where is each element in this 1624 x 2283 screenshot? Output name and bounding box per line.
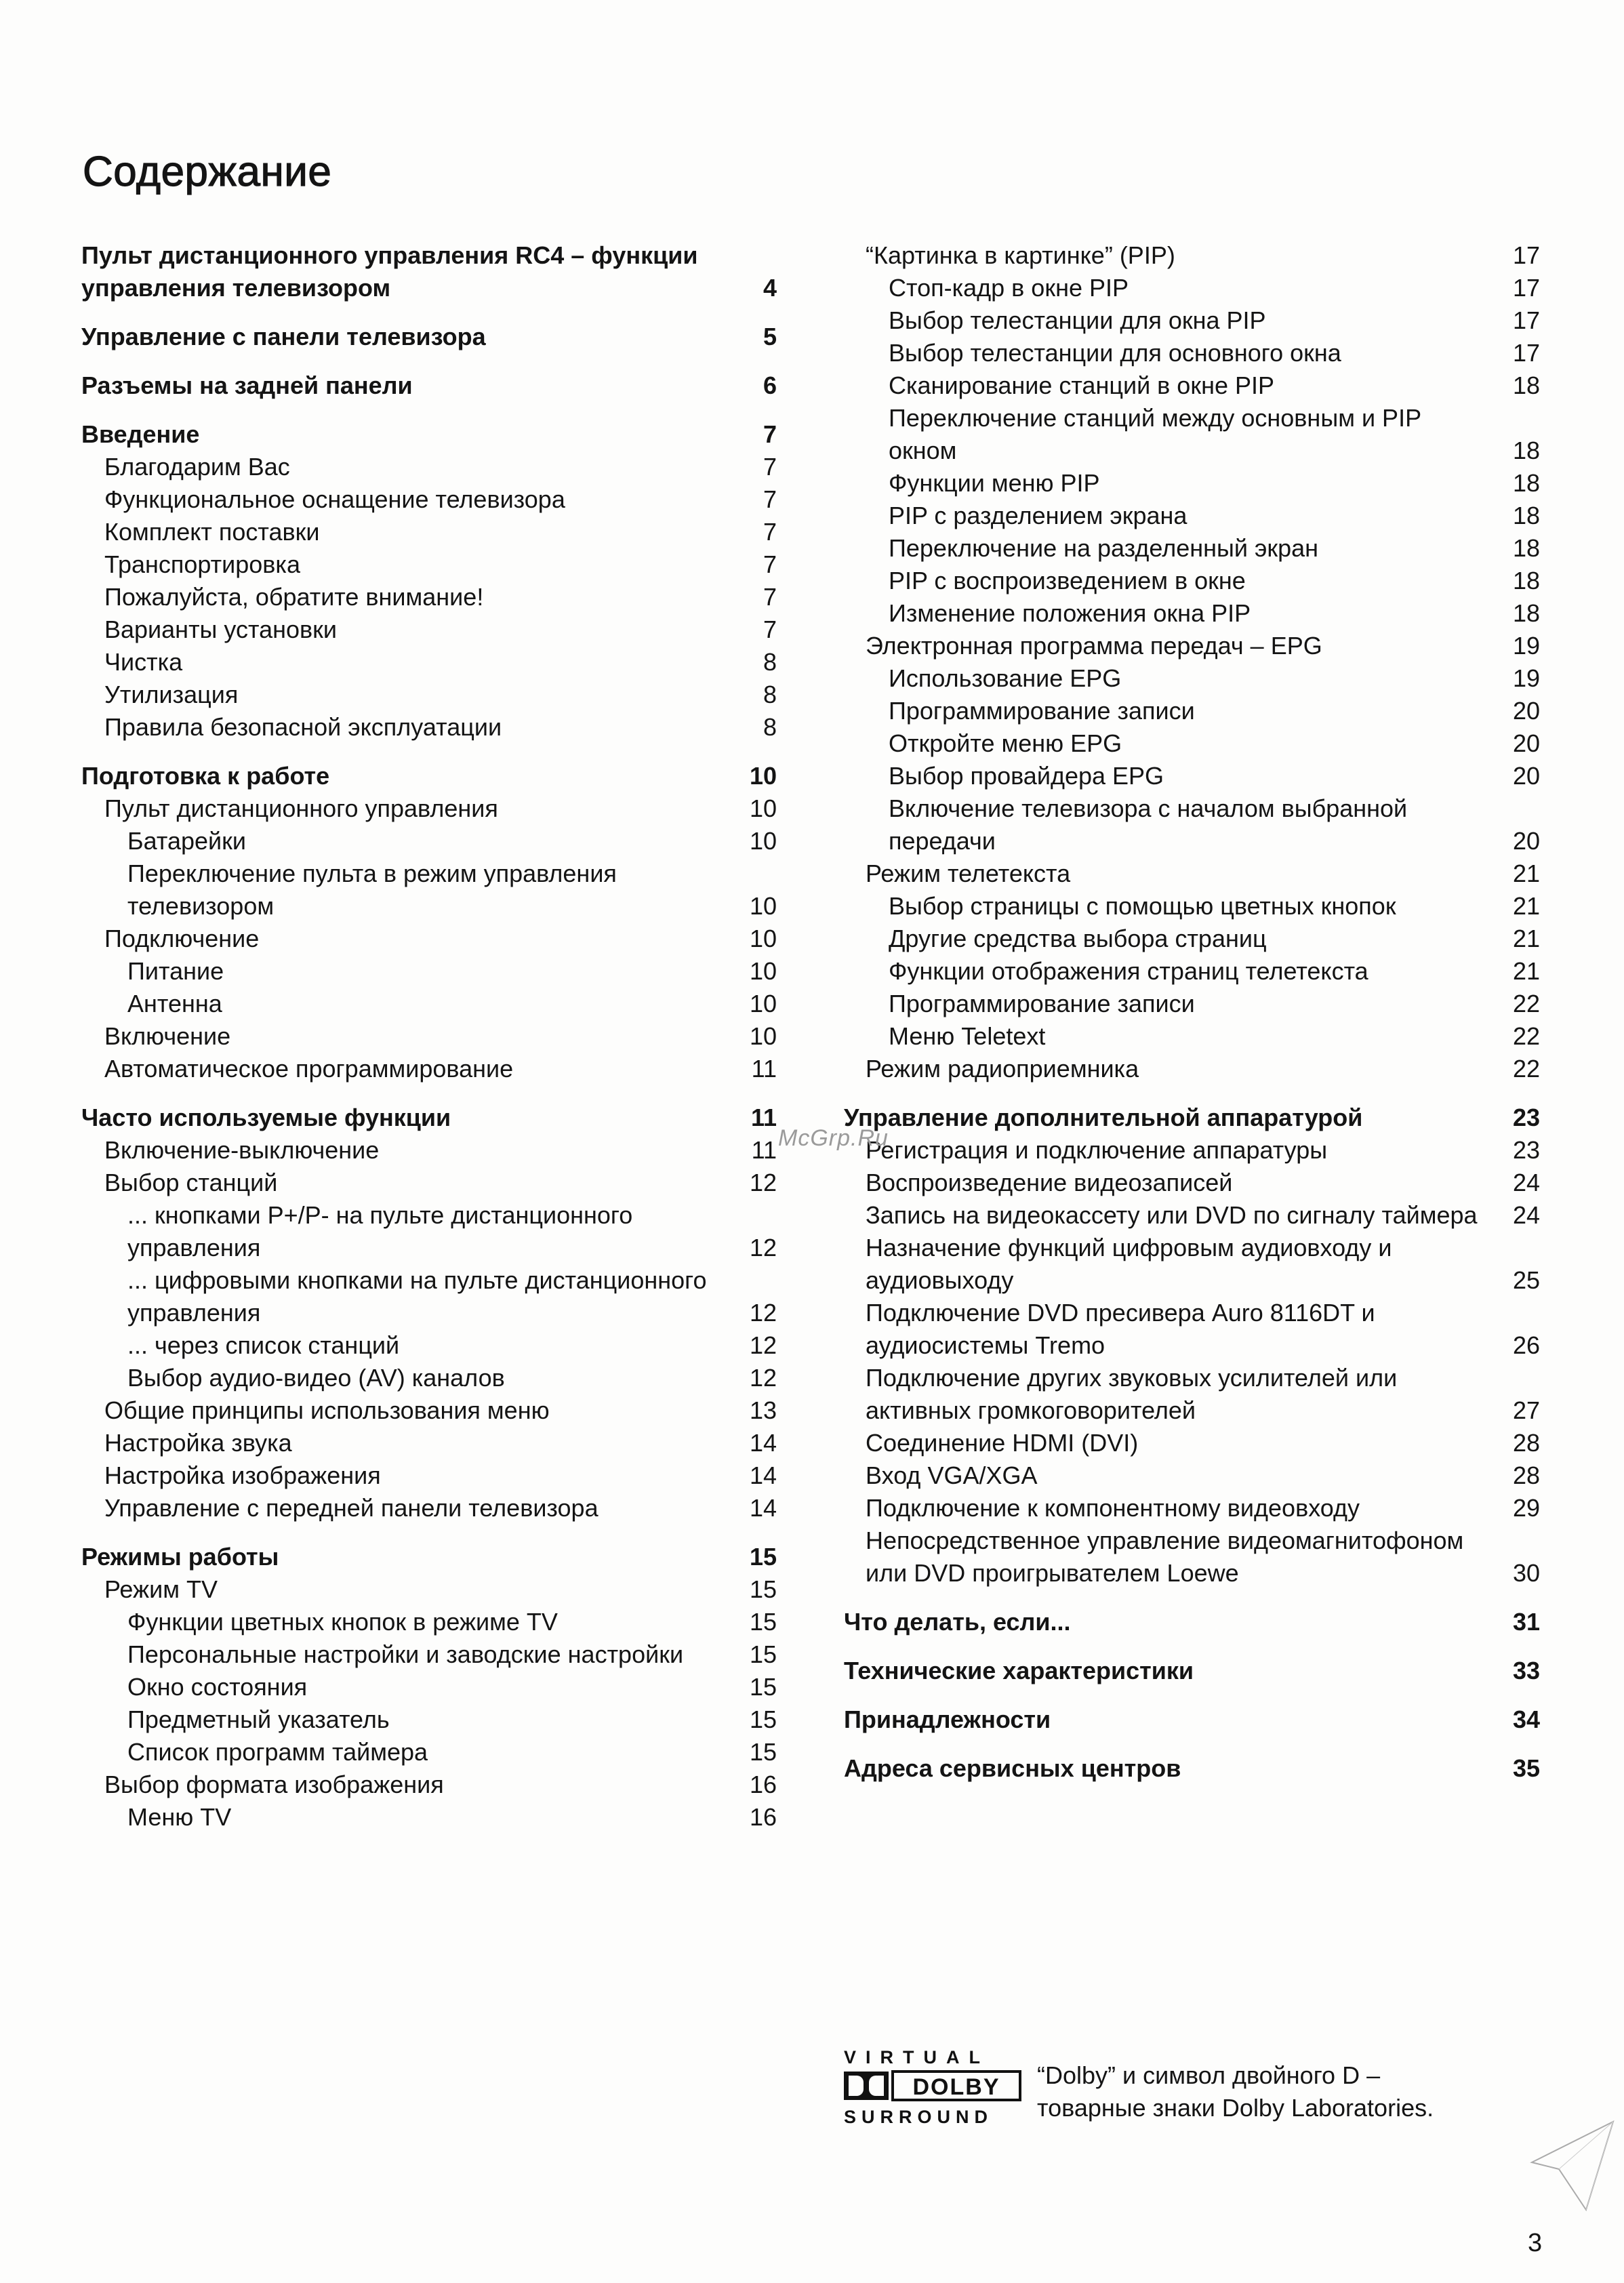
toc-entry-page: 15: [749, 1673, 777, 1701]
toc-entry-title: Назначение функций цифровым аудиовходу и аудиовыходу: [866, 1234, 1392, 1294]
toc-entry: [844, 1655, 1540, 1687]
toc-entry-title: Утилизация: [104, 681, 239, 708]
toc-entry: [81, 1671, 777, 1703]
toc-entry-title: Технические характеристики: [844, 1657, 1194, 1684]
toc-entry-title: Непосредственное управление видеомагнитофоном или DVD проигрывателем Loewe: [866, 1527, 1464, 1587]
toc-entry: [81, 711, 777, 744]
toc-entry-page: 8: [763, 681, 777, 708]
page-number: 3: [1528, 2229, 1543, 2257]
toc-entry-title: Использование EPG: [889, 664, 1122, 692]
toc-entry-title: Принадлежности: [844, 1705, 1051, 1733]
toc-entry-page: 35: [1512, 1754, 1540, 1782]
toc-entry-title: Режим TV: [104, 1575, 218, 1603]
toc-entry: [844, 1752, 1540, 1785]
toc-entry-page: 13: [749, 1396, 777, 1424]
toc-entry-title: Введение: [81, 420, 200, 448]
toc-entry: [81, 369, 777, 402]
toc-entry-page: 21: [1512, 957, 1540, 985]
dolby-virtual-surround-logo: [844, 2047, 1021, 2128]
toc-entry: [81, 1362, 777, 1394]
toc-entry-page: 22: [1512, 1022, 1540, 1050]
toc-entry: [844, 1199, 1540, 1232]
toc-entry-page: 18: [1512, 502, 1540, 529]
toc-entry: [81, 1606, 777, 1638]
toc-entry: [844, 1703, 1540, 1736]
toc-entry: [844, 1297, 1540, 1362]
toc-entry-page: 29: [1512, 1494, 1540, 1522]
toc-entry-page: 18: [1512, 371, 1540, 399]
toc-entry: [844, 467, 1540, 500]
toc-entry-title: Программирование записи: [889, 990, 1195, 1017]
toc-entry-title: Соединение HDMI (DVI): [866, 1429, 1139, 1457]
toc-entry-page: 20: [1512, 729, 1540, 757]
toc-entry-title: Подготовка к работе: [81, 762, 330, 790]
toc-entry-page: 17: [1512, 306, 1540, 334]
toc-entry-page: 11: [751, 1136, 777, 1164]
toc-entry-title: Меню Teletext: [889, 1022, 1046, 1050]
toc-entry: [81, 1020, 777, 1053]
toc-entry: [81, 1736, 777, 1769]
watermark: McGrp.Ru: [778, 1125, 889, 1151]
toc-entry-title: Программирование записи: [889, 697, 1195, 725]
toc-entry: [81, 646, 777, 679]
toc-entry: [844, 597, 1540, 630]
toc-entry-page: 7: [763, 518, 777, 546]
toc-entry-title: Сканирование станций в окне PIP: [889, 371, 1275, 399]
toc-entry-title: Переключение пульта в режим управления телевизором: [127, 860, 617, 920]
dolby-trademark-note: “Dolby” и символ двойного D – товарные знаки Dolby Laboratories.: [1037, 2061, 1434, 2122]
toc-entry-title: Функции меню PIP: [889, 469, 1100, 497]
toc-entry-page: 15: [749, 1705, 777, 1733]
toc-entry-page: 21: [1512, 860, 1540, 887]
toc-entry-page: 7: [763, 453, 777, 481]
toc-entry: [844, 1362, 1540, 1427]
toc-entry-title: Выбор телестанции для окна PIP: [889, 306, 1266, 334]
toc-entry-page: 10: [749, 762, 777, 790]
dolby-logo-top-text: VIRTUAL: [844, 2047, 990, 2067]
toc-entry-title: Изменение положения окна PIP: [889, 599, 1251, 627]
toc-entry: [81, 516, 777, 548]
toc-entry-title: Выбор аудио-видео (AV) каналов: [127, 1364, 505, 1392]
toc-entry-title: Подключение других звуковых усилителей или активных громкоговорителей: [866, 1364, 1398, 1424]
toc-entry-title: Выбор формата изображения: [104, 1771, 444, 1798]
toc-entry: [81, 451, 777, 483]
toc-entry: [81, 955, 777, 988]
toc-entry-page: 34: [1512, 1705, 1540, 1733]
toc-entry: [844, 369, 1540, 402]
toc-entry-title: Функции цветных кнопок в режиме TV: [127, 1608, 558, 1636]
toc-entry-title: Откройте меню EPG: [889, 729, 1122, 757]
toc-entry-title: Выбор провайдера EPG: [889, 762, 1164, 790]
toc-entry: [81, 613, 777, 646]
toc-entry-page: 8: [763, 648, 777, 676]
toc-entry-title: Регистрация и подключение аппаратуры: [866, 1136, 1328, 1164]
toc-entry-title: Меню TV: [127, 1803, 232, 1831]
toc-entry-title: Управление дополнительной аппаратурой: [844, 1104, 1363, 1131]
toc-entry-title: Включение-выключение: [104, 1136, 380, 1164]
toc-entry: [844, 1232, 1540, 1297]
toc-entry-page: 12: [749, 1169, 777, 1196]
toc-entry: [81, 1167, 777, 1199]
toc-entry-title: Персональные настройки и заводские настройки: [127, 1640, 684, 1668]
toc-entry-page: 20: [1512, 827, 1540, 855]
toc-entry-title: PIP с разделением экрана: [889, 502, 1187, 529]
toc-entry-title: ... через список станций: [127, 1331, 400, 1359]
toc-entry-page: 25: [1512, 1266, 1540, 1294]
toc-entry: [81, 1801, 777, 1834]
toc-entry-page: 20: [1512, 697, 1540, 725]
toc-entry: [81, 1199, 777, 1264]
toc-entry-page: 21: [1512, 925, 1540, 952]
toc-entry-title: Выбор страницы с помощью цветных кнопок: [889, 892, 1396, 920]
toc-entry: [81, 923, 777, 955]
toc-entry: [81, 857, 777, 923]
toc-entry-page: 12: [749, 1299, 777, 1327]
toc-entry-title: Включение телевизора с началом выбранной передачи: [889, 794, 1408, 855]
toc-entry: [81, 1329, 777, 1362]
toc-entry: [844, 304, 1540, 337]
toc-entry: [844, 1102, 1540, 1134]
toc-entry-title: Пульт дистанционного управления: [104, 794, 498, 822]
toc-entry-title: Запись на видеокассету или DVD по сигналу таймера: [866, 1201, 1478, 1229]
toc-entry-page: 7: [763, 550, 777, 578]
toc-entry-page: 10: [749, 957, 777, 985]
toc-entry: [81, 483, 777, 516]
toc-entry: [81, 1541, 777, 1573]
toc-entry-page: 33: [1512, 1657, 1540, 1684]
toc-entry: [844, 337, 1540, 369]
toc-entry-title: Управление с панели телевизора: [81, 323, 486, 350]
toc-entry-page: 23: [1512, 1104, 1540, 1131]
toc-entry-title: Адреса сервисных центров: [844, 1754, 1181, 1782]
toc-entry-page: 10: [749, 990, 777, 1017]
toc-entry-title: Автоматическое программирование: [104, 1055, 514, 1083]
toc-entry: [844, 500, 1540, 532]
toc-entry-page: 16: [749, 1803, 777, 1831]
toc-entry-page: 11: [750, 1104, 777, 1131]
toc-entry-page: 14: [749, 1429, 777, 1457]
toc-entry-title: ... кнопками P+/P- на пульте дистанционного управления: [127, 1201, 633, 1261]
toc-entry-page: 24: [1512, 1169, 1540, 1196]
toc-entry: [81, 1264, 777, 1329]
toc-entry-title: Пожалуйста, обратите внимание!: [104, 583, 484, 611]
toc-entry-title: Подключение DVD пресивера Auro 8116DT и аудиосистемы Tremo: [866, 1299, 1375, 1359]
toc-entry-title: Настройка звука: [104, 1429, 292, 1457]
toc-entry-title: Антенна: [127, 990, 222, 1017]
toc-entry: [81, 1638, 777, 1671]
toc-entry-title: Чистка: [104, 648, 183, 676]
toc-entry-title: Предметный указатель: [127, 1705, 390, 1733]
toc-entry-title: Питание: [127, 957, 224, 985]
toc-entry-page: 18: [1512, 469, 1540, 497]
toc-entry: [81, 988, 777, 1020]
page-title: Содержание: [83, 148, 332, 195]
toc-entry: [81, 1394, 777, 1427]
toc-entry: [81, 581, 777, 613]
toc-entry: [81, 1573, 777, 1606]
toc-entry-title: Часто используемые функции: [81, 1104, 451, 1131]
toc-entry-page: 18: [1512, 567, 1540, 594]
dolby-logo-bottom-text: SURROUND: [844, 2107, 994, 2127]
toc-entry-page: 28: [1512, 1461, 1540, 1489]
toc-entry: [81, 239, 777, 304]
toc-entry-title: Переключение станций между основным и PIP окном: [889, 404, 1421, 464]
toc-entry-page: 17: [1512, 339, 1540, 367]
toc-entry-page: 7: [763, 615, 777, 643]
toc-entry-title: Режим радиоприемника: [866, 1055, 1139, 1083]
toc-entry-title: “Картинка в картинке” (PIP): [866, 241, 1175, 269]
toc-entry-title: Подключение к компонентному видеовходу: [866, 1494, 1360, 1522]
toc-entry: [844, 239, 1540, 272]
toc-entry: [81, 679, 777, 711]
toc-entry: [81, 321, 777, 353]
toc-entry-page: 18: [1512, 534, 1540, 562]
toc-entry-page: 15: [749, 1575, 777, 1603]
toc-entry-page: 4: [763, 274, 777, 302]
toc-entry-title: Управление с передней панели телевизора: [104, 1494, 598, 1522]
toc-entry-page: 27: [1512, 1396, 1540, 1424]
toc-entry-page: 23: [1512, 1136, 1540, 1164]
toc-entry-title: Функции отображения страниц телетекста: [889, 957, 1368, 985]
toc-entry: [81, 760, 777, 792]
toc-entry-page: 30: [1512, 1559, 1540, 1587]
toc-entry-title: Варианты установки: [104, 615, 338, 643]
toc-entry-page: 15: [749, 1640, 777, 1668]
toc-entry: [844, 890, 1540, 923]
toc-entry: [81, 792, 777, 825]
toc-entry-title: Выбор станций: [104, 1169, 278, 1196]
toc-entry-page: 26: [1512, 1331, 1540, 1359]
toc-entry-title: Что делать, если...: [844, 1608, 1071, 1636]
toc-entry: [81, 1769, 777, 1801]
toc-entry-page: 15: [749, 1738, 777, 1766]
toc-entry-title: Включение: [104, 1022, 231, 1050]
toc-entry-page: 22: [1512, 1055, 1540, 1083]
toc-entry: [844, 1606, 1540, 1638]
toc-entry-page: 28: [1512, 1429, 1540, 1457]
dolby-logo-mid-text: DOLBY: [912, 2074, 1000, 2100]
toc-left-column: [81, 239, 777, 1834]
toc-entry-title: Воспроизведение видеозаписей: [866, 1169, 1233, 1196]
toc-entry-page: 18: [1512, 599, 1540, 627]
toc-entry: [844, 760, 1540, 792]
toc-entry: [81, 1492, 777, 1524]
toc-entry-title: Другие средства выбора страниц: [889, 925, 1267, 952]
toc-entry: [844, 1459, 1540, 1492]
toc-right-column: [844, 239, 1540, 1785]
toc-entry: [844, 1167, 1540, 1199]
toc-entry-page: 10: [749, 1022, 777, 1050]
toc-entry-page: 14: [749, 1461, 777, 1489]
toc-entry-title: Благодарим Вас: [104, 453, 290, 481]
toc-entry-title: Подключение: [104, 925, 260, 952]
toc-entry: [844, 695, 1540, 727]
toc-entry: [844, 1492, 1540, 1524]
toc-entry: [844, 857, 1540, 890]
toc-entry: [81, 1102, 777, 1134]
toc-entry-title: Стоп-кадр в окне PIP: [889, 274, 1129, 302]
toc-entry-page: 12: [749, 1234, 777, 1261]
toc-entry: [844, 955, 1540, 988]
toc-entry-page: 10: [749, 794, 777, 822]
toc-entry-page: 19: [1512, 664, 1540, 692]
toc-entry: [81, 548, 777, 581]
toc-entry-title: Пульт дистанционного управления RC4 – функции управления телевизором: [81, 241, 698, 302]
toc-entry-page: 20: [1512, 762, 1540, 790]
toc-entry-title: Выбор телестанции для основного окна: [889, 339, 1341, 367]
toc-entry-title: Переключение на разделенный экран: [889, 534, 1319, 562]
toc-entry-page: 11: [751, 1055, 777, 1083]
toc-entry: [844, 532, 1540, 565]
toc-entry: [844, 1134, 1540, 1167]
toc-entry: [844, 1427, 1540, 1459]
toc-entry-page: 6: [763, 371, 777, 399]
toc-entry-page: 12: [749, 1364, 777, 1392]
toc-entry-page: 10: [749, 827, 777, 855]
toc-entry-page: 15: [749, 1543, 777, 1571]
toc-entry: [844, 988, 1540, 1020]
toc-entry-page: 31: [1512, 1608, 1540, 1636]
toc-entry: [81, 825, 777, 857]
toc-entry-page: 19: [1512, 632, 1540, 660]
toc-entry-title: Комплект поставки: [104, 518, 320, 546]
toc-entry: [81, 1703, 777, 1736]
toc-entry-title: Общие принципы использования меню: [104, 1396, 550, 1424]
toc-entry-page: 10: [749, 892, 777, 920]
toc-entry: [844, 923, 1540, 955]
toc-entry-page: 24: [1512, 1201, 1540, 1229]
page-corner-mark: [1518, 2115, 1620, 2217]
toc-entry-title: PIP с воспроизведением в окне: [889, 567, 1246, 594]
toc-entry-page: 14: [749, 1494, 777, 1522]
toc-entry-page: 7: [763, 583, 777, 611]
toc-entry-page: 12: [749, 1331, 777, 1359]
toc-entry: [844, 1020, 1540, 1053]
toc-entry-page: 21: [1512, 892, 1540, 920]
toc-entry-page: 17: [1512, 241, 1540, 269]
toc-entry-title: Настройка изображения: [104, 1461, 381, 1489]
toc-entry: [844, 1053, 1540, 1085]
toc-entry-page: 22: [1512, 990, 1540, 1017]
toc-entry: [81, 1134, 777, 1167]
toc-entry: [844, 662, 1540, 695]
toc-entry: [844, 1524, 1540, 1590]
toc-entry-title: Режимы работы: [81, 1543, 279, 1571]
toc-entry-page: 7: [763, 485, 777, 513]
toc-entry-page: 15: [749, 1608, 777, 1636]
toc-entry-title: Транспортировка: [104, 550, 300, 578]
toc-entry: [844, 565, 1540, 597]
toc-entry-page: 16: [749, 1771, 777, 1798]
toc-entry: [844, 272, 1540, 304]
toc-entry-title: Окно состояния: [127, 1673, 308, 1701]
toc-entry-page: 7: [763, 420, 777, 448]
toc-entry: [844, 402, 1540, 467]
toc-entry-page: 10: [749, 925, 777, 952]
toc-entry: [844, 727, 1540, 760]
toc-entry: [844, 792, 1540, 857]
toc-entry-page: 17: [1512, 274, 1540, 302]
toc-entry-title: Электронная программа передач – EPG: [866, 632, 1322, 660]
toc-entry-page: 18: [1512, 437, 1540, 464]
toc-entry-title: Разъемы на задней панели: [81, 371, 413, 399]
toc-entry-title: Вход VGA/XGA: [866, 1461, 1038, 1489]
toc-entry: [81, 1459, 777, 1492]
toc-entry-title: Режим телетекста: [866, 860, 1071, 887]
toc-entry-page: 8: [763, 713, 777, 741]
toc-entry-title: Список программ таймера: [127, 1738, 428, 1766]
toc-entry: [81, 418, 777, 451]
toc-entry-page: 5: [763, 323, 777, 350]
toc-entry-title: ... цифровыми кнопками на пульте дистанционного управления: [127, 1266, 707, 1327]
toc-entry-title: Батарейки: [127, 827, 246, 855]
toc-entry-title: Функциональное оснащение телевизора: [104, 485, 565, 513]
toc-entry-title: Правила безопасной эксплуатации: [104, 713, 502, 741]
toc-entry: [844, 630, 1540, 662]
toc-entry: [81, 1053, 777, 1085]
toc-entry: [81, 1427, 777, 1459]
